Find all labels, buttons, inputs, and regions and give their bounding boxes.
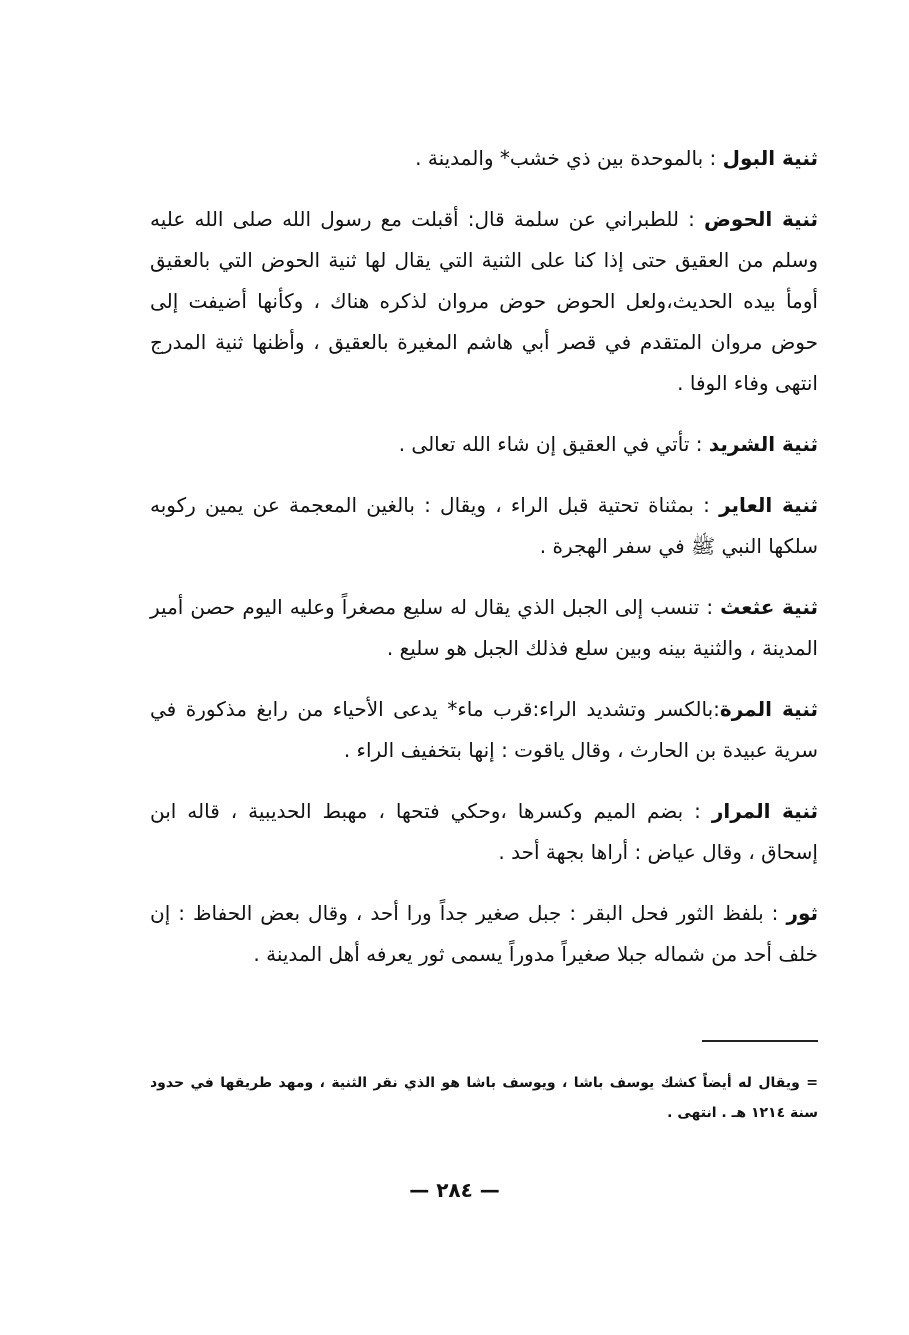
entry-text: : بالموحدة بين ذي خشب* والمدينة . [415, 146, 723, 170]
entry-term: ثنية عثعث [720, 595, 818, 619]
entry-thaniyat-al-sharid [150, 424, 818, 465]
entry-thaniyat-al-murra [150, 689, 818, 771]
entry-thaniyat-al-air [150, 485, 818, 567]
entry-thaniyat-al-bawl [150, 138, 818, 179]
entry-thaniyat-athath [150, 587, 818, 669]
entry-term: ثور [786, 901, 818, 925]
entry-text: : بضم الميم وكسرها ،وحكي فتحها ، مهبط الحديبية ، قاله ابن إسحاق ، وقال عياض : أراها بجهة أحد . [150, 799, 818, 864]
entry-text: : بلفظ الثور فحل البقر : جبل صغير جداً ورا أحد ، وقال بعض الحفاظ : إن خلف أحد من شماله جبلا صغيراً مدوراً يسمى ثور يعرفه أهل المدينة . [150, 901, 818, 966]
entry-text: : تأتي في العقيق إن شاء الله تعالى . [398, 432, 709, 456]
entry-term: ثنية المرة [719, 697, 819, 721]
page-number: — ٢٨٤ — [409, 1178, 500, 1202]
entry-thaniyat-al-hawd [150, 199, 818, 404]
entry-term: ثنية العاير [719, 493, 819, 517]
entry-term: ثنية البول [722, 146, 818, 170]
entry-text: :بالكسر وتشديد الراء:قرب ماء* يدعى الأحياء من رابغ مذكورة في سرية عبيدة بن الحارث ، وقال ياقوت : إنها بتخفيف الراء . [150, 697, 818, 762]
entry-thawr [150, 893, 818, 975]
main-text [150, 138, 818, 995]
entry-text: : للطبراني عن سلمة قال: أقبلت مع رسول الله صلى الله عليه وسلم من العقيق حتى إذا كنا على الثنية التي يقال لها ثنية الحوض التي بالعقيق أومأ بيده الحديث،ولعل الحوض حوض مروان لذكره هناك ، وكأنها أضيفت إلى حوض مروان المتقدم في قصر أبي هاشم المغيرة بالعقيق ، وأظنها ثنية المدرج انتهى وفاء الوفا . [150, 207, 818, 395]
entry-term: ثنية الحوض [704, 207, 818, 231]
entry-text: : بمثناة تحتية قبل الراء ، ويقال : بالغين المعجمة عن يمين ركوبه سلكها النبي ﷺ في سفر الهجرة . [150, 493, 818, 558]
entry-term: ثنية الشريد [708, 432, 818, 456]
entry-term: ثنية المرار [711, 799, 818, 823]
entry-thaniyat-al-murar [150, 791, 818, 873]
footnote-divider [702, 1040, 818, 1042]
footnote: = ويقال له أيضاً كشك يوسف باشا ، ويوسف باشا هو الذي نقر الثنية ، ومهد طريقها في حدود سنة ١٢١٤ هـ . انتهى . [150, 1075, 818, 1121]
entry-text: : تنسب إلى الجبل الذي يقال له سليع مصغراً وعليه اليوم حصن أمير المدينة ، والثنية بينه وبين سلع فذلك الجبل هو سليع . [150, 595, 818, 660]
